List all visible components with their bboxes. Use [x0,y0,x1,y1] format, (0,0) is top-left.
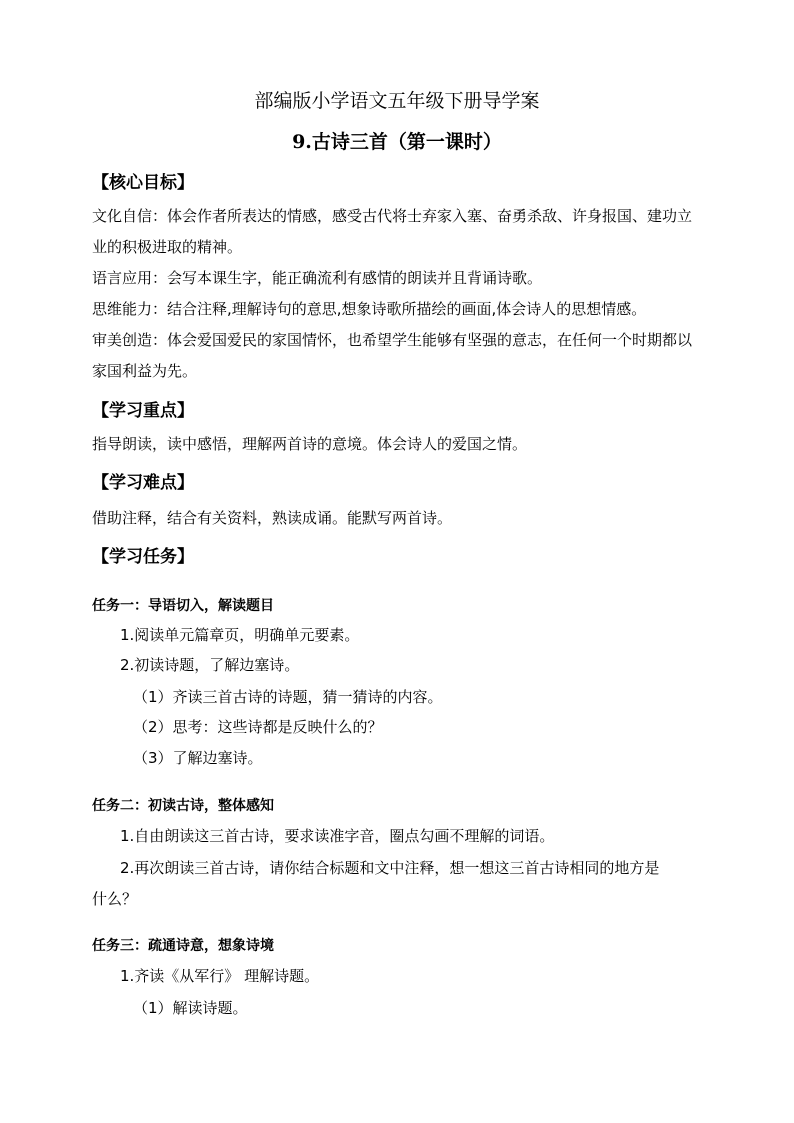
page-title: 部编版小学语文五年级下册导学案 [254,90,540,112]
difficulties-heading: 【学习难点】 [92,473,194,493]
task2-title: 任务二：初读古诗，整体感知 [92,798,274,814]
lesson-title: 9.古诗三首（第一课时） [292,131,502,153]
goal-aesthetic-creation: 审美创造：体会爱国爱民的家国情怀，也希望学生能够有坚强的意志，在任何一个时期都以家国利益为先。 [92,331,693,380]
key-points-text: 指导朗读，读中感悟，理解两首诗的意境。体会诗人的爱国之情。 [92,435,528,453]
task2-item-continuation: 什么？ [92,890,138,908]
task1-item: 1.阅读单元篇章页，明确单元要素。 [120,626,360,644]
task3-item: 1.齐读《从军行》 理解诗题。 [120,967,320,985]
task1-subitem: （3）了解边塞诗。 [133,749,263,767]
task2-item: 1.自由朗读这三首古诗，要求读准字音，圈点勾画不理解的词语。 [120,827,555,845]
goal-cultural-confidence: 文化自信：体会作者所表达的情感，感受古代将士弃家入塞、奋勇杀敌、许身报国、建功立业的积极进取的精神。 [92,207,693,256]
goal-thinking-ability: 思维能力：结合注释,理解诗句的意思,想象诗歌所描绘的画面,体会诗人的思想情感。 [92,300,647,318]
tasks-heading: 【学习任务】 [92,547,194,567]
task3-title: 任务三：疏通诗意，想象诗境 [92,938,274,954]
key-points-heading: 【学习重点】 [92,401,194,421]
task1-subitem: （2）思考：这些诗都是反映什么的？ [133,718,383,736]
task1-title: 任务一：导语切入，解读题目 [92,598,274,614]
task1-item: 2.初读诗题，了解边塞诗。 [120,656,300,674]
task3-subitem: （1）解读诗题。 [133,999,248,1017]
core-goals-heading: 【核心目标】 [92,173,194,193]
task2-item: 2.再次朗读三首古诗，请你结合标题和文中注释，想一想这三首古诗相同的地方是 [120,859,660,877]
difficulties-text: 借助注释，结合有关资料，熟读成诵。能默写两首诗。 [92,509,453,527]
task1-subitem: （1）齐读三首古诗的诗题，猜一猜诗的内容。 [133,688,443,706]
goal-language-use: 语言应用：会写本课生字，能正确流利有感情的朗读并且背诵诗歌。 [92,269,543,287]
